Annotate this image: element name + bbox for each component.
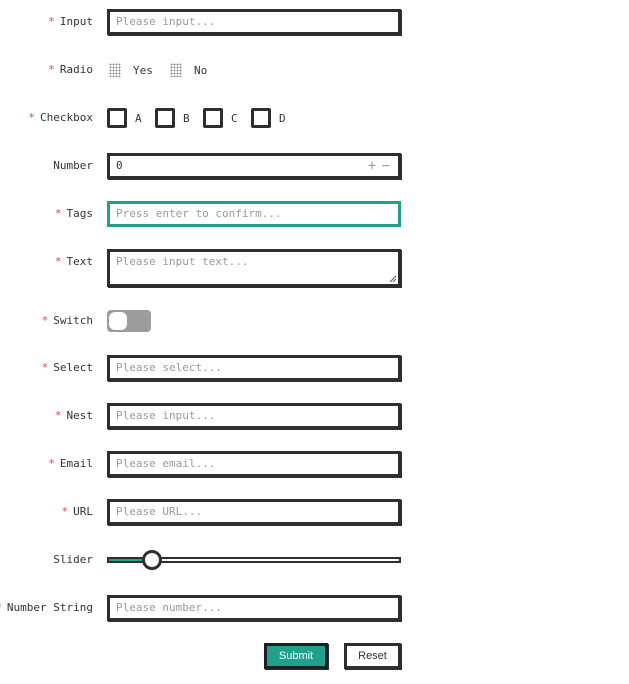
form-row-slider <box>0 547 629 573</box>
radio-label: * Radio <box>48 63 93 76</box>
checkbox-option-d[interactable]: D <box>251 105 286 131</box>
radio-option-yes[interactable]: Yes <box>109 57 153 83</box>
checkbox-square-icon[interactable] <box>107 108 127 128</box>
checkbox-option-c[interactable]: C <box>203 105 238 131</box>
plus-icon[interactable]: + <box>367 158 379 174</box>
minus-icon[interactable]: − <box>381 158 393 174</box>
number-value[interactable]: 0 <box>116 159 123 172</box>
form-row-select <box>0 355 629 381</box>
resize-handle-icon[interactable] <box>389 275 397 283</box>
checkbox-square-icon[interactable] <box>203 108 223 128</box>
radio-circle-icon[interactable] <box>109 63 121 77</box>
switch-toggle[interactable] <box>107 310 151 332</box>
nest-label: * Nest <box>54 409 93 422</box>
reset-button[interactable]: Reset <box>344 643 401 669</box>
form-row-switch <box>0 308 629 334</box>
input-field[interactable] <box>107 9 401 35</box>
stepper-controls <box>366 156 394 176</box>
select-placeholder: Please select... <box>116 361 222 374</box>
number-string-label: Number String <box>6 601 93 614</box>
switch-label: * Switch <box>41 314 93 327</box>
text-area[interactable] <box>107 249 401 287</box>
nest-input[interactable] <box>107 403 401 429</box>
input-placeholder: Please input... <box>116 15 216 28</box>
form-actions <box>0 643 629 669</box>
slider-label: Slider <box>53 553 93 566</box>
select-label: * Select <box>41 361 93 374</box>
input-label: * Input <box>48 15 93 28</box>
form-row-checkbox <box>0 105 629 131</box>
switch-knob <box>109 312 127 330</box>
url-field[interactable] <box>107 499 401 525</box>
form-row-nest <box>0 403 629 429</box>
radio-circle-icon[interactable] <box>170 63 182 77</box>
form-row-number <box>0 153 629 179</box>
select-field[interactable] <box>107 355 401 381</box>
tags-placeholder: Press enter to confirm... <box>116 207 282 220</box>
tags-input[interactable] <box>107 201 401 227</box>
form-row-radio <box>0 57 629 83</box>
slider-fill <box>109 559 144 561</box>
number-string-placeholder: Please number... <box>116 601 222 614</box>
tags-label: * Tags <box>54 207 93 220</box>
number-string-input[interactable] <box>107 595 401 621</box>
form-row-url <box>0 499 629 525</box>
checkbox-option-a[interactable]: A <box>107 105 142 131</box>
nest-placeholder: Please input... <box>116 409 216 422</box>
text-label: * Text <box>54 255 93 268</box>
checkbox-label: * Checkbox <box>28 111 93 124</box>
number-stepper[interactable] <box>107 153 401 179</box>
checkbox-square-icon[interactable] <box>251 108 271 128</box>
checkbox-option-b[interactable]: B <box>155 105 190 131</box>
form-row-number-string <box>0 595 629 621</box>
url-placeholder: Please URL... <box>116 505 203 518</box>
form-row-email <box>0 451 629 477</box>
text-placeholder: Please input text... <box>116 255 249 268</box>
email-label: * Email <box>48 457 93 470</box>
form-row-text <box>0 249 629 275</box>
submit-button[interactable]: Submit <box>264 643 328 669</box>
email-field[interactable] <box>107 451 401 477</box>
email-placeholder: Please email... <box>116 457 216 470</box>
radio-option-no[interactable]: No <box>170 57 207 83</box>
form-row-input <box>0 9 629 35</box>
slider-handle[interactable] <box>142 550 162 570</box>
url-label: * URL <box>61 505 93 518</box>
form-row-tags <box>0 201 629 227</box>
checkbox-square-icon[interactable] <box>155 108 175 128</box>
number-label: Number <box>53 159 93 172</box>
